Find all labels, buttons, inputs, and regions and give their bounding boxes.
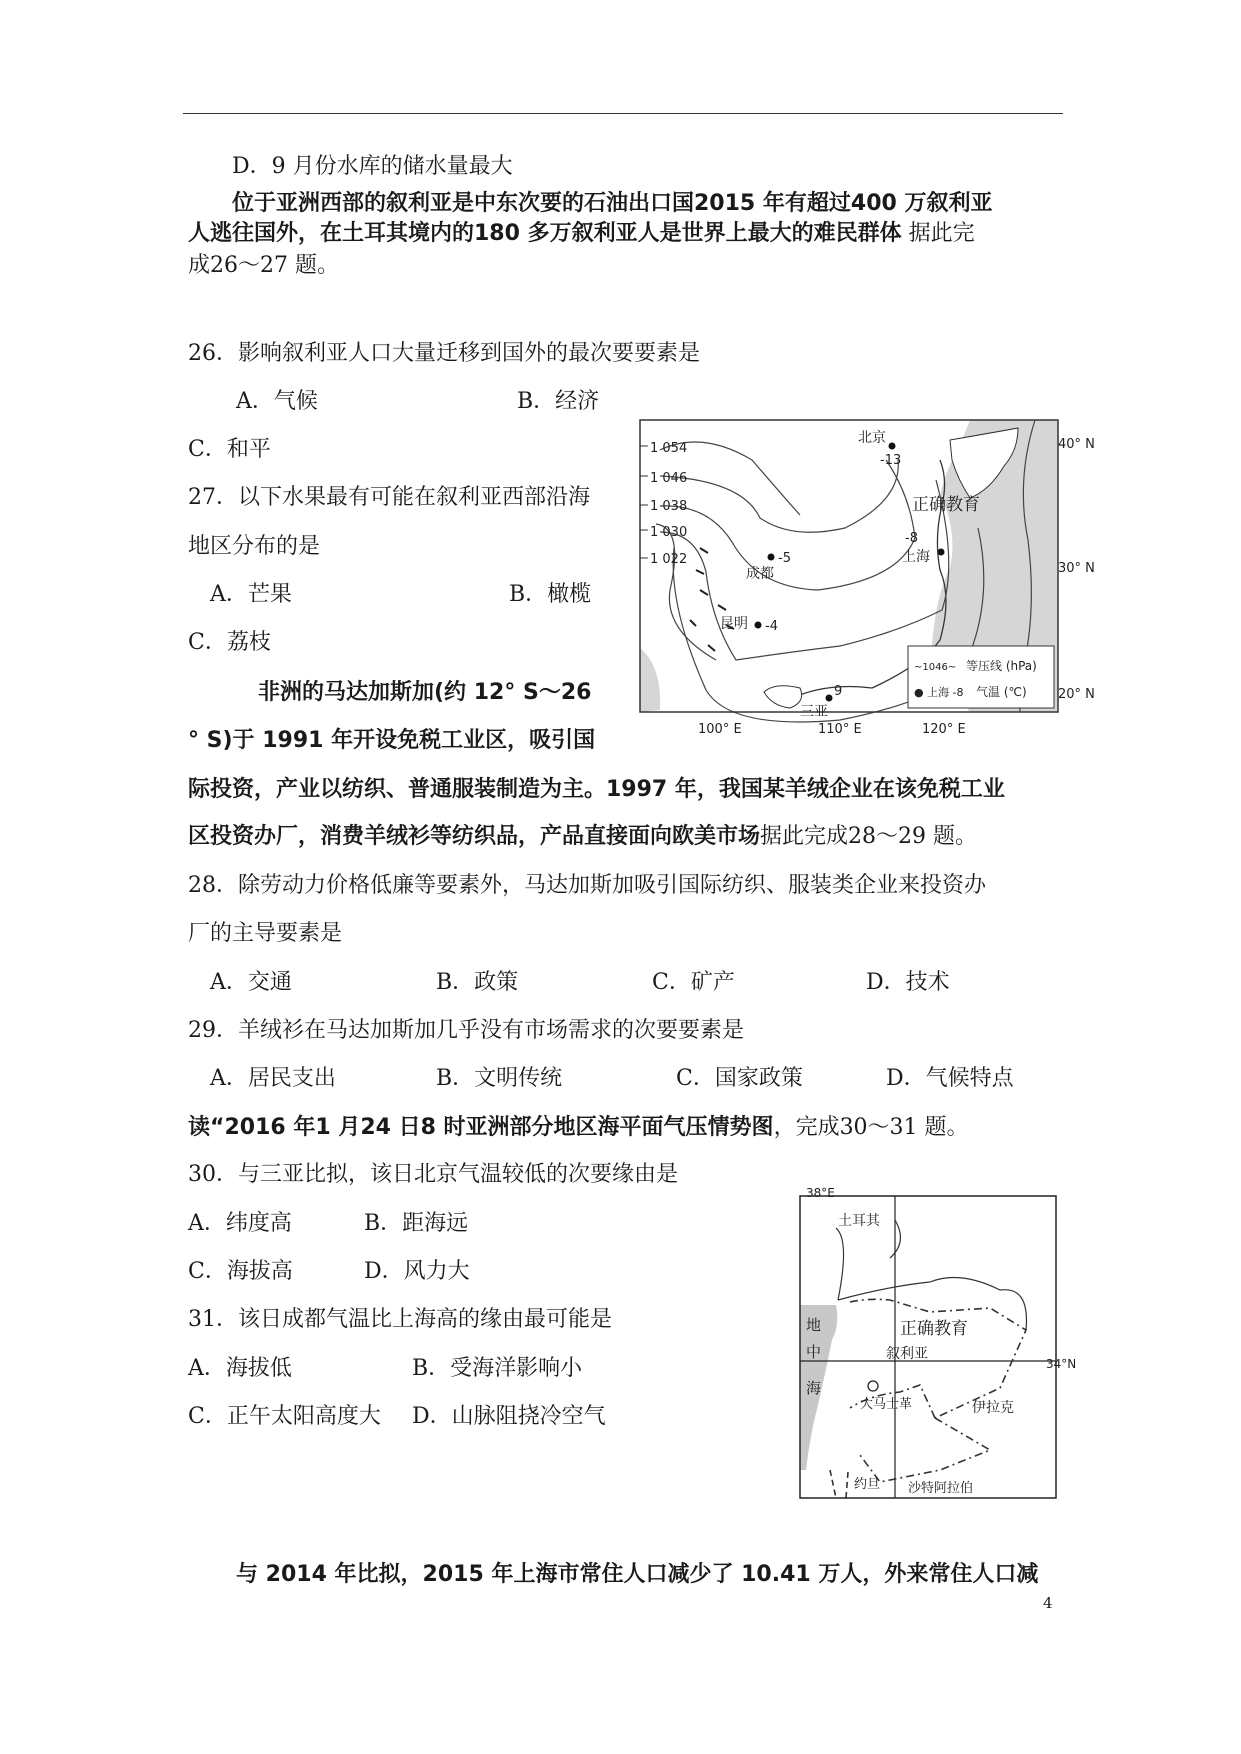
- intro-syria-line2-tail: 据此完: [901, 221, 975, 246]
- q26-option-c[interactable]: C．和平: [188, 437, 271, 462]
- q30-option-b[interactable]: B．距海远: [364, 1211, 469, 1236]
- intro-shanghai-population: 与 2014 年比拟，2015 年上海市常住人口减少了 10.41 万人，外来常住人口减: [236, 1562, 1039, 1587]
- intro-madagascar-line2: ° S)于 1991 年开设免税工业区，吸引国: [188, 728, 596, 753]
- q31-option-c[interactable]: C．正午太阳高度大: [188, 1404, 381, 1429]
- lat-label-40n: 40° N: [1058, 437, 1095, 452]
- country-iraq: 伊拉克: [972, 1400, 1014, 1416]
- temp-chengdu: -5: [778, 551, 791, 566]
- intro-pressure-map-bold: 读“2016 年1 月24 日8 时亚洲部分地区海平面气压情势图: [188, 1115, 774, 1140]
- q28-option-d[interactable]: D．技术: [866, 970, 950, 995]
- isobar-label-1022: 1 022: [650, 552, 688, 567]
- q30-stem: 30．与三亚比拟，该日北京气温较低的次要缘由是: [188, 1162, 678, 1187]
- intro-pressure-map: [188, 1113, 969, 1143]
- q30-option-a[interactable]: A．纬度高: [188, 1211, 292, 1236]
- q29-option-b[interactable]: B．文明传统: [436, 1066, 563, 1091]
- temp-shanghai: -8: [905, 531, 918, 546]
- lat-label-34n: 34°N: [1046, 1357, 1077, 1371]
- q26-option-b[interactable]: B．经济: [517, 389, 600, 414]
- q28-option-c[interactable]: C．矿产: [652, 970, 735, 995]
- lon-label-110e: 110° E: [818, 722, 862, 737]
- q31-option-b[interactable]: B．受海洋影响小: [412, 1356, 583, 1381]
- intro-syria-line1: 位于亚洲西部的叙利亚是中东次要的石油出口国2015 年有超过400 万叙利亚: [232, 191, 993, 216]
- page-number: 4: [1043, 1594, 1053, 1612]
- q29-stem: 29．羊绒衫在马达加斯加几乎没有市场需求的次要要素是: [188, 1018, 744, 1043]
- q27-stem-line2: 地区分布的是: [188, 534, 321, 559]
- q27-option-b[interactable]: B．橄榄: [509, 582, 592, 607]
- intro-syria-line3: 成26～27 题。: [188, 253, 339, 278]
- city-chengdu: 成都: [746, 566, 774, 582]
- map1-watermark: 正确教育: [912, 495, 980, 515]
- intro-pressure-map-tail: ，完成30～31 题。: [773, 1115, 969, 1140]
- header-rule: [183, 113, 1063, 114]
- q31-option-a[interactable]: A．海拔低: [188, 1356, 292, 1381]
- temp-kunming: -4: [765, 619, 778, 634]
- q28-option-b[interactable]: B．政策: [436, 970, 519, 995]
- isobar-label-1046: 1 046: [650, 471, 688, 486]
- q31-option-d[interactable]: D．山脉阻挠冷空气: [412, 1404, 606, 1429]
- q30-option-c[interactable]: C．海拔高: [188, 1259, 293, 1284]
- lon-label-100e: 100° E: [698, 722, 742, 737]
- city-dot-chengdu: [768, 554, 775, 561]
- isobar-label-1038: 1 038: [650, 499, 688, 514]
- sea-label-char3: 海: [806, 1379, 822, 1397]
- capital-marker: [868, 1381, 878, 1391]
- q26-stem: 26．影响叙利亚人口大量迁移到国外的最次要要素是: [188, 341, 700, 366]
- legend-isobar-sample: ~1046~: [914, 662, 957, 673]
- country-turkey: 土耳其: [838, 1213, 880, 1229]
- intro-madagascar-line4-bold: 区投资办厂，消费羊绒衫等纺织品，产品直接面向欧美市场: [188, 824, 761, 849]
- city-kunming: 昆明: [720, 616, 748, 632]
- city-dot-beijing: [889, 443, 896, 450]
- q26-option-a[interactable]: A．气候: [236, 389, 318, 414]
- intro-madagascar-line3: 际投资，产业以纺织、普通服装制造为主。1997 年，我国某羊绒企业在该免税工业: [188, 777, 1005, 802]
- legend-isobar-label: 等压线 (hPa): [966, 659, 1037, 673]
- isobar-label-1054: 1 054: [650, 441, 688, 456]
- prev-question-option-d: D．9 月份水库的储水量最大: [232, 154, 513, 179]
- intro-syria-line2: [188, 219, 975, 249]
- isobar-label-1030: 1 030: [650, 525, 688, 540]
- city-beijing: 北京: [858, 430, 886, 446]
- temp-sanya: 9: [834, 684, 843, 699]
- country-saudi-arabia: 沙特阿拉伯: [908, 1481, 974, 1496]
- q29-option-c[interactable]: C．国家政策: [676, 1066, 803, 1091]
- city-dot-shanghai: [938, 549, 945, 556]
- lon-label-120e: 120° E: [922, 722, 966, 737]
- intro-madagascar-line1: 非洲的马达加斯加(约 12° S～26: [258, 680, 592, 705]
- capital-damascus: 大马士革: [860, 1397, 913, 1412]
- q29-option-a[interactable]: A．居民支出: [210, 1066, 336, 1091]
- q31-stem: 31．该日成都气温比上海高的缘由最可能是: [188, 1307, 612, 1332]
- q27-option-c[interactable]: C．荔枝: [188, 630, 271, 655]
- legend-temp-label: 气温 (℃): [976, 685, 1027, 699]
- q29-option-d[interactable]: D．气候特点: [886, 1066, 1014, 1091]
- country-jordan: 约旦: [854, 1477, 881, 1492]
- legend-temp-sample: ● 上海 -8: [914, 686, 964, 699]
- sea-label-char2: 中: [806, 1343, 822, 1361]
- map2-watermark: 正确教育: [900, 1319, 968, 1339]
- intro-madagascar-line4-tail: 据此完成28～29 题。: [760, 824, 977, 849]
- sea-label-char1: 地: [806, 1316, 822, 1334]
- country-syria: 叙利亚: [886, 1346, 928, 1362]
- q28-stem-line2: 厂的主导要素是: [188, 921, 343, 946]
- temp-beijing: -13: [880, 453, 902, 468]
- syria-map: [790, 1180, 1086, 1502]
- lat-label-20n: 20° N: [1058, 687, 1095, 702]
- pressure-map: [640, 420, 1095, 740]
- q30-option-d[interactable]: D．风力大: [364, 1259, 470, 1284]
- city-sanya: 三亚: [800, 704, 828, 720]
- lon-label-38e: 38°E: [806, 1186, 835, 1200]
- city-dot-kunming: [755, 622, 762, 629]
- q27-stem-line1: 27．以下水果最有可能在叙利亚西部沿海: [188, 485, 590, 510]
- intro-syria-line2-bold: 人逃往国外，在土耳其境内的180 多万叙利亚人是世界上最大的难民群体: [188, 221, 902, 246]
- q28-option-a[interactable]: A．交通: [210, 970, 292, 995]
- lat-label-30n: 30° N: [1058, 561, 1095, 576]
- q28-stem-line1: 28．除劳动力价格低廉等要素外，马达加斯加吸引国际纺织、服装类企业来投资办: [188, 873, 986, 898]
- q27-option-a[interactable]: A．芒果: [210, 582, 292, 607]
- intro-madagascar-line4: [188, 822, 977, 852]
- city-shanghai: 上海: [902, 549, 930, 565]
- city-dot-sanya: [826, 695, 833, 702]
